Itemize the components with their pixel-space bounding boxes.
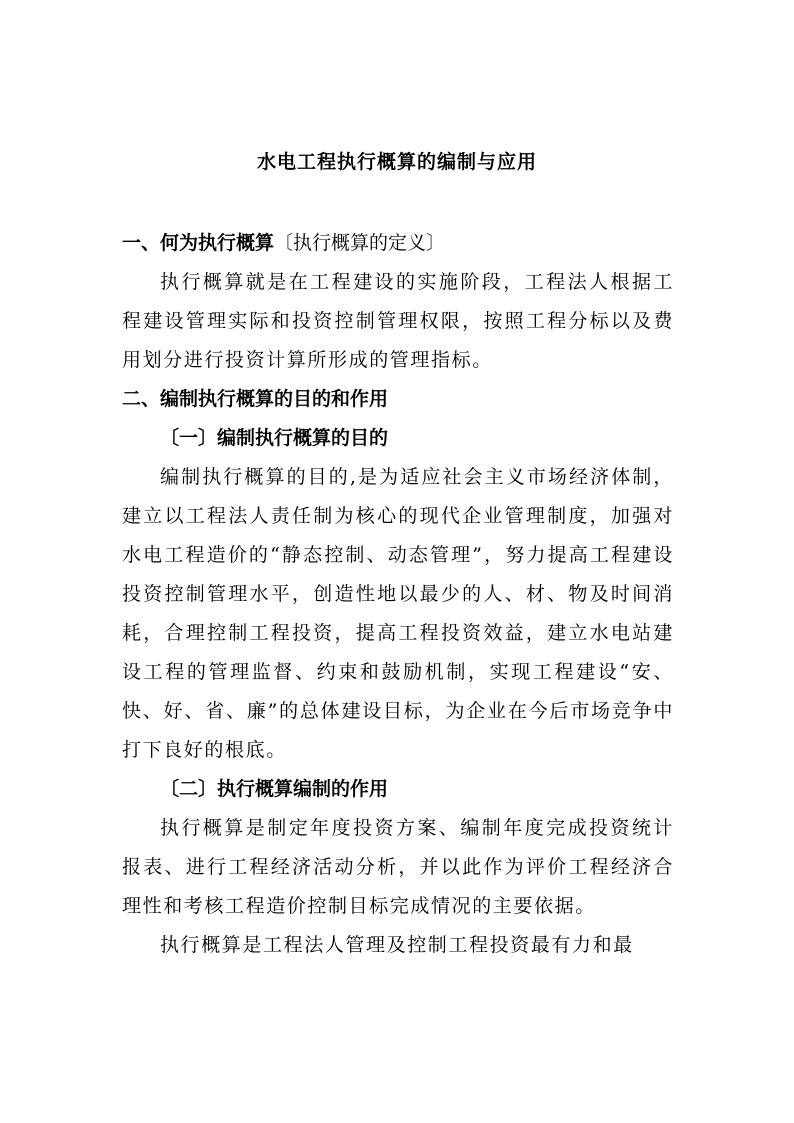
section-1-paragraph: 执行概算就是在工程建设的实施阶段，工程法人根据工程建设管理实际和投资控制管理权限，按照工程分标以及费用划分进行投资计算所形成的管理指标。 [122,271,674,371]
subsection-2-heading: 〔二〕执行概算编制的作用 [160,778,389,800]
section-1-heading [122,224,674,263]
subsection-1-heading: 〔一〕编制执行概算的目的 [160,427,389,449]
section-2-heading: 二、编制执行概算的目的和作用 [122,388,389,410]
document-body [122,224,674,965]
subsection-2-paragraph-1: 执行概算是制定年度投资方案、编制年度完成投资统计报表、进行工程经济活动分析，并以此作为评价工程经济合理性和考核工程造价控制目标完成情况的主要依据。 [122,817,674,917]
subsection-2-paragraph-2: 执行概算是工程法人管理及控制工程投资最有力和最 [160,934,634,956]
subsection-1-paragraph: 编制执行概算的目的,是为适应社会主义市场经济体制，建立以工程法人责任制为核心的现代企业管理制度，加强对水电工程造价的“静态控制、动态管理”，努力提高工程建设投资控制管理水平，创造性地以最少的人、材、物及时间消耗，合理控制工程投资，提高工程投资效益，建立水电站建设工程的管理监督、约束和鼓励机制，实现工程建设“安、快、好、省、廉”的总体建设目标，为企业在今后市场竞争中打下良好的根底。 [122,466,674,761]
section-1-heading-note: 〔执行概算的定义〕 [274,232,446,254]
document-title: 水电工程执行概算的编制与应用 [256,151,537,173]
section-1-heading-text: 一、何为执行概算 [122,232,275,254]
